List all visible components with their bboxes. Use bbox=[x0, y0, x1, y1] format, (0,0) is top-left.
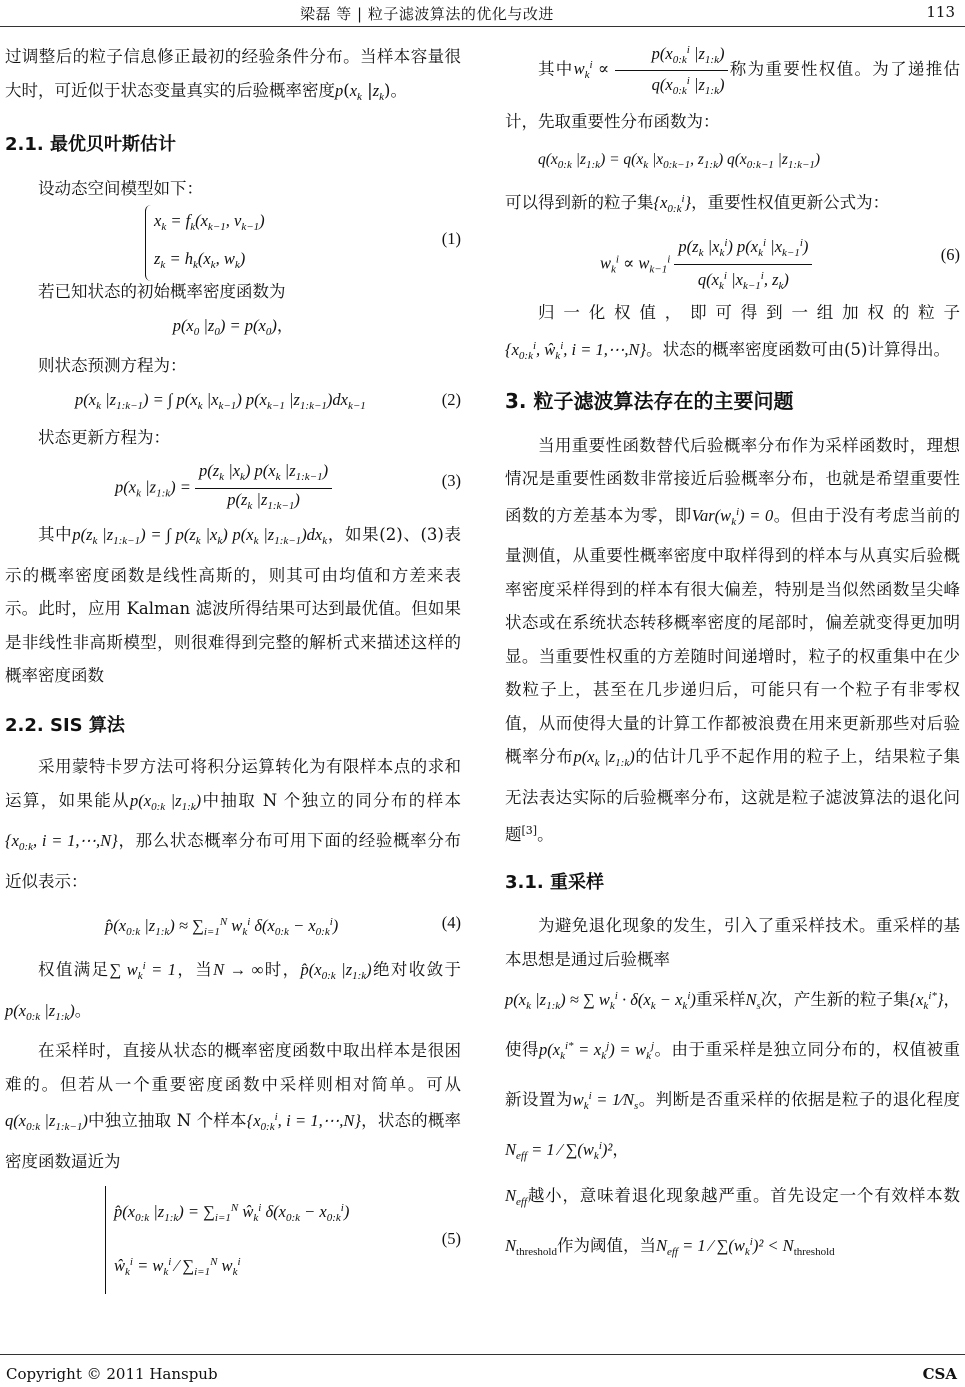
section-heading-2-2: 2.2. SIS 算法 bbox=[5, 714, 125, 736]
equation-3: $p(x_k$ $|z_{1:k}$) = $\frac{p(z_k |x_k) p(x_k |z_{1:k-1})}{p(z_k |z_{1:k-1})}$ (3) bbox=[115, 461, 461, 512]
paragraph: $N_{eff}$越小，意味着退化现象越严重。首先设定一个有效样本数$N_{threshold}$作为阈值，当$N_{eff} = 1$ ⁄ $\sum(w_k^i)^2 < N_{threshold}$ bbox=[505, 1186, 960, 1258]
section-heading-3: 3. 粒子滤波算法存在的主要问题 bbox=[505, 389, 794, 413]
page-number: 113 bbox=[926, 3, 955, 21]
equation-4: $p̂(x_{0:k}$ $|z_{1:k}) \approx \sum_{i=1}^N$ $w_k^i$ $\delta(x_{0:k} - x_{0:k}^i)$ (4) bbox=[105, 913, 461, 938]
equation-6: $w_k^i \propto w_{k-1}^i$ $\frac{p(z_k |x_k^i) p(x_k^i |x_{k-1}^i)}{q(x_k^i |x_{k-1}^i, z_k)}$ (6) bbox=[505, 226, 960, 296]
initial-density-formula: $p(x_0$ $|z_0) = p(x_0)$， bbox=[172, 315, 294, 338]
paragraph: 可以得到新的粒子集$\{x_{0:k}^i\}$，重要性权值更新公式为： bbox=[505, 192, 890, 215]
journal-abbrev: CSA bbox=[922, 1365, 957, 1383]
paragraph: 其中$p(z_k$ $|z_{1:k-1}$) = ∫ $p(z_k$ $|x_k$) $p(x_k$ $|z_{1:k-1})dx_k$，如果(2)、(3)表示的概率密度函数是线性高斯的，则其可由均值和方差来表示。此时，应用 Kalman 滤波所得结果可达到最优值。但如果是非线性非高斯模型，则很难得到完整的解析式来描述这样的概率密度函数 bbox=[5, 525, 462, 685]
right-column bbox=[505, 40, 960, 1272]
paragraph: 则状态预测方程为： bbox=[38, 356, 187, 375]
paragraph: 为避免退化现象的发生，引入了重采样技术。重采样的基本思想是通过后验概率 bbox=[505, 916, 960, 969]
page-footer bbox=[0, 1354, 965, 1387]
paragraph: 过调整后的粒子信息修正最初的经验条件分布。当样本容量很大时，可近似于状态变量真实的后验概率密度$p(x_k$ $|z_k$)。 bbox=[5, 47, 461, 103]
section-heading-3-1: 3.1. 重采样 bbox=[505, 871, 604, 893]
running-title: 梁磊 等 | 粒子滤波算法的优化与改进 bbox=[300, 5, 554, 23]
left-column bbox=[5, 40, 461, 1298]
importance-distribution-formula: $q(x_{0:k}$ $|z_{1:k}) = q(x_k$ $|x_{0:k-1}$, $z_{1:k}$) $q(x_{0:k-1}$ $|z_{1:k-1}$) bbox=[538, 151, 821, 171]
paragraph: 当用重要性函数替代后验概率分布作为采样函数时，理想情况是重要性函数非常接近后验概率分布，也就是希望重要性函数的方差基本为零，即$Var(w_k^i) = 0$。但由于没有考虑当前的量测值，从重要性概率密度中取样得到的样本与从真实后验概率密度采样得到的样本有很大偏差，特别是当似然函数呈尖峰状态或在系统状态转移概率密度的尾部时，偏差就变得更加明显。当重要性权重的方差随时间递增时，粒子的权重集中在少数粒子上，甚至在几步递归后，可能只有一个粒子有非零权值，从而使得大量的计算工作都被浪费在用来更新那些对后验概率分布$p(x_k$ $|z_{1:k}$)的估计几乎不起作用的粒子上，结果粒子集无法表达实际的后验概率分布，这就是粒子滤波算法的退化问题[3]。 bbox=[505, 435, 960, 844]
paragraph: 归一化权值，即可得到一组加权的粒子{$x_{0:k}^i$, $ŵ_k^i$, i = 1,⋯,N}。状态的概率密度函数可由(5)计算得出。 bbox=[505, 303, 960, 362]
paragraph: $p(x_k$ $|z_{1:k}$) ≈ ∑ $w_k^i \cdot \delta(x_k - x_k^i)$重采样$N_s$次，产生新的粒子集$\{x_k^{i*}\}$，使得$p(x_k^{i*} = x_k^j) = w_k^j$。由于重采样是独立同分布的，权值被重新设置为$w_k^i$ = $1⁄N_s$。判断是否重采样的依据是粒子的退化程度$N_{eff} = 1$ ⁄ $\sum(w_k^i)^2$， bbox=[505, 990, 961, 1162]
equation-1: $x_k = f_k(x_{k-1}$, $v_{k-1}$) $z_k = h_k(x_k$, $w_k$) (1) bbox=[5, 205, 461, 275]
paragraph: 状态更新方程为： bbox=[38, 427, 170, 447]
paragraph: 设动态空间模型如下： bbox=[38, 178, 203, 198]
equation-5: $p̂(x_{0:k}$ $|z_{1:k}) = \sum_{i=1}^N$ $ŵ_k^i$ $\delta(x_{0:k} - x_{0:k}^i)$ $ŵ_k^i = w_k^i$ ⁄ $\sum_{i=1}^N$ $w_k^i$ (5) bbox=[5, 1178, 461, 1298]
citation: [3] bbox=[521, 824, 538, 837]
page-header bbox=[0, 0, 965, 27]
copyright: Copyright © 2011 Hanspub bbox=[6, 1365, 218, 1383]
paragraph: 其中$w_k^i$ ∝ $\frac{p(x_{0:k}^i |z_{1:k})}{q(x_{0:k}^i |z_{1:k})}$ 称为重要性权值。为了递推估计，先取重要性分布函数为： bbox=[505, 40, 960, 143]
section-heading-2-1: 2.1. 最优贝叶斯估计 bbox=[5, 134, 176, 155]
paragraph: 权值满足∑ $w_k^i = 1$，当N → ∞时，$p̂(x_{0:k}$ $|z_{1:k}$)绝对收敛于$p(x_{0:k}$ $|z_{1:k}$)。 bbox=[5, 960, 462, 1023]
paragraph: 采用蒙特卡罗方法可将积分运算转化为有限样本点的求和运算，如果能从$p(x_{0:k}$ $|z_{1:k}$)中抽取 N 个独立的同分布的样本{$x_{0:k}$, i = 1,⋯,N}，那么状态概率分布可用下面的经验概率分布近似表示： bbox=[5, 757, 462, 891]
equation-2: $p(x_k$ $|z_{1:k-1}$) = ∫ $p(x_k$ $|x_{k-1}$) $p(x_{k-1}$ $|z_{1:k-1})dx_{k-1}$ (2) bbox=[75, 389, 461, 412]
paragraph: 若已知状态的初始概率密度函数为 bbox=[38, 282, 286, 301]
paragraph: 在采样时，直接从状态的概率密度函数中取出样本是很困难的。但若从一个重要密度函数中采样则相对简单。可从$q(x_{0:k}$ $|z_{1:k-1}$)中独立抽取 N 个样本{$x_{0:k}^i$, i = 1,⋯,N}，状态的概率密度函数逼近为 bbox=[5, 1041, 461, 1171]
